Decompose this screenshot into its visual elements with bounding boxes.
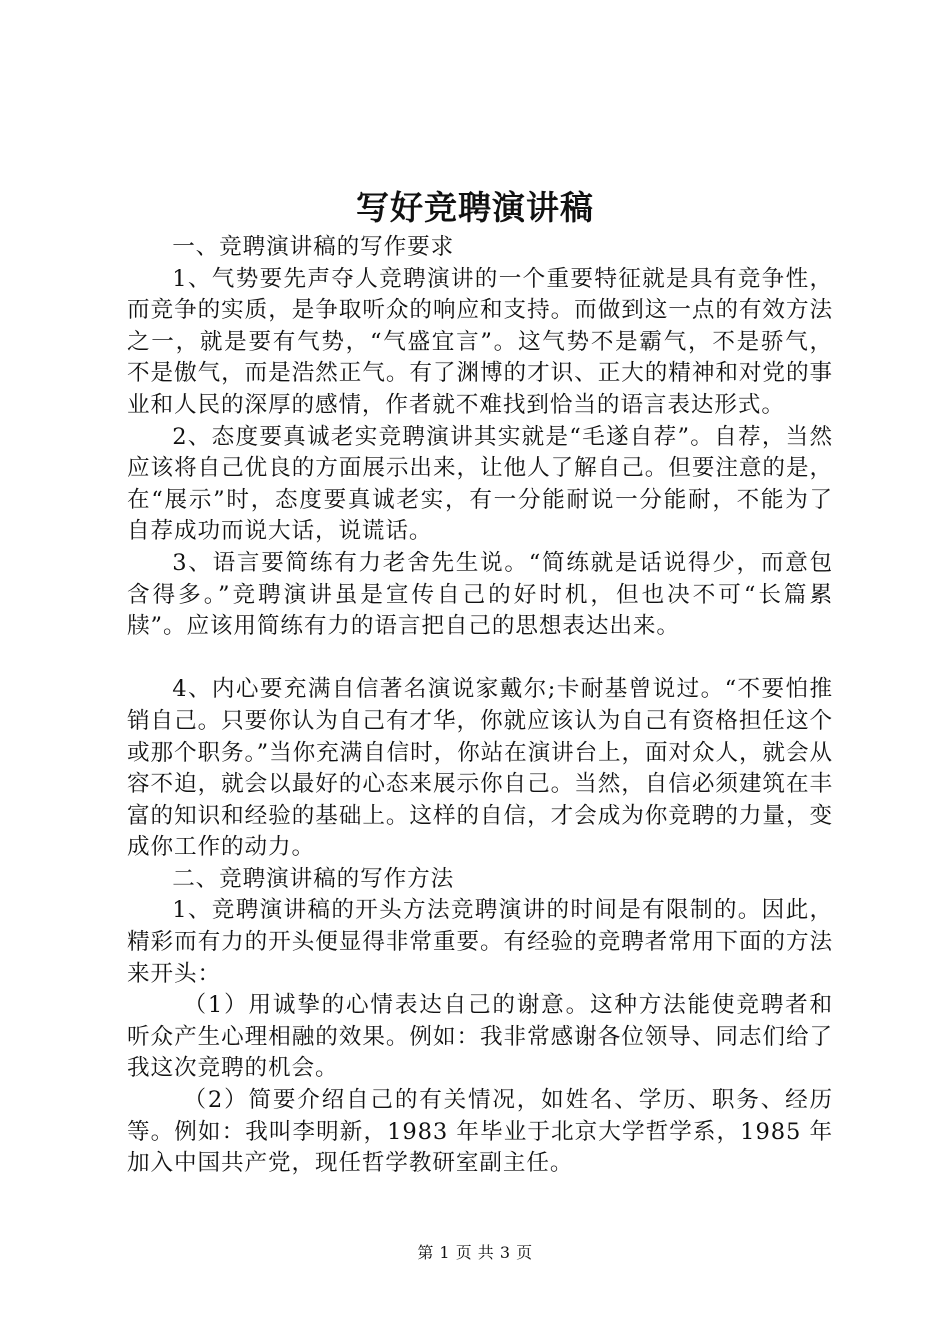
paragraph: 3、语言要简练有力老舍先生说。“简练就是话说得少，而意包含得多。”竞聘演讲虽是宣传自己的好时机，但也决不可“长篇累牍”。应该用简练有力的语言把自己的思想表达出来。 [127, 549, 833, 640]
paragraph: 4、内心要充满自信著名演说家戴尔;卡耐基曾说过。“不要怕推销自己。只要你认为自己有才华，你就应该认为自己有资格担任这个或那个职务。”当你充满自信时，你站在演讲台上，面对众人，就会从容不迫，就会以最好的心态来展示你自己。当然，自信必须建筑在丰富的知识和经验的基础上。这样的自信，才会成为你竞聘的力量，变成你工作的动力。 [127, 676, 833, 861]
section-heading-1: 一、竞聘演讲稿的写作要求 [172, 234, 455, 260]
section-heading-2: 二、竞聘演讲稿的写作方法 [172, 865, 455, 892]
paragraph: 1、气势要先声夺人竞聘演讲的一个重要特征就是具有竞争性，而竞争的实质，是争取听众的响应和支持。而做到这一点的有效方法之一，就是要有气势，“气盛宜言”。这气势不是霸气，不是骄气，不是傲气，而是浩然正气。有了渊博的才识、正大的精神和对党的事业和人民的深厚的感情，作者就不难找到恰当的语言表达形式。 [127, 265, 833, 418]
paragraph: （2）简要介绍自己的有关情况，如姓名、学历、职务、经历等。例如：我叫李明新，1983 年毕业于北京大学哲学系，1985 年加入中国共产党，现任哲学教研室副主任。 [127, 1087, 833, 1177]
paragraph: 1、竞聘演讲稿的开头方法竞聘演讲的时间是有限制的。因此，精彩而有力的开头便显得非常重要。有经验的竞聘者常用下面的方法来开头： [127, 897, 833, 987]
document-body [127, 232, 833, 1180]
document-title: 写好竞聘演讲稿 [356, 188, 594, 227]
paragraph: 2、态度要真诚老实竞聘演讲其实就是“毛遂自荐”。自荐，当然应该将自己优良的方面展示出来，让他人了解自己。但要注意的是，在“展示”时，态度要真诚老实，有一分能耐说一分能耐，不能为了自荐成功而说大话，说谎话。 [127, 423, 833, 545]
paragraph-gap [127, 643, 833, 675]
paragraph: （1）用诚挚的心情表达自己的谢意。这种方法能使竞聘者和听众产生心理相融的效果。例如：我非常感谢各位领导、同志们给了我这次竞聘的机会。 [127, 992, 833, 1082]
page-footer: 第 1 页 共 3 页 [417, 1243, 533, 1262]
